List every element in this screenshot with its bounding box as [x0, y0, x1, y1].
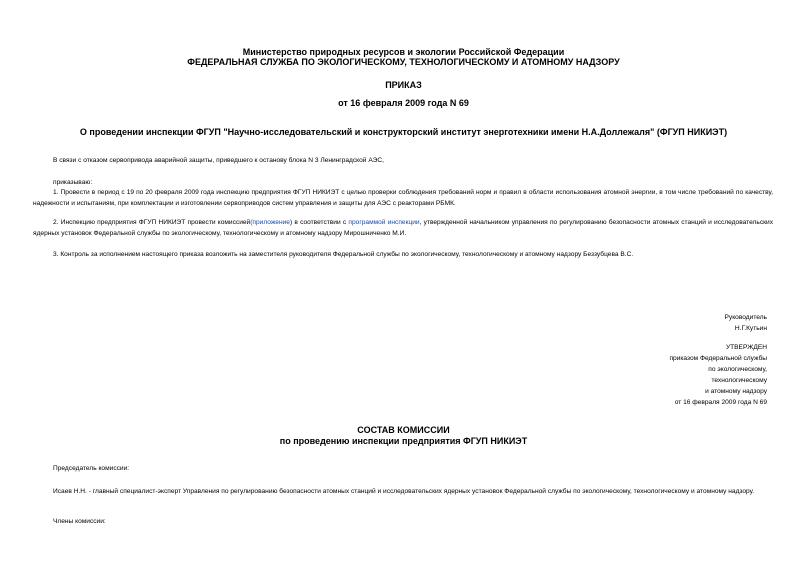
signature-title: Руководитель	[724, 314, 767, 321]
intro-paragraph: В связи с отказом сервопривода аварийной защиты, приведшего к останову блока N 3 Ленинградской АЭС,	[53, 157, 384, 164]
service-name: ФЕДЕРАЛЬНАЯ СЛУЖБА ПО ЭКОЛОГИЧЕСКОМУ, ТЕХНОЛОГИЧЕСКОМУ И АТОМНОМУ НАДЗОРУ	[187, 57, 620, 67]
commission-chair-text: Исаев Н.Н. - главный специалист-эксперт Управления по регулированию безопасности атомных станций и исследовательских ядерных установок Федеральной службы по экологическому, технологическому и атомному надзору.	[53, 488, 755, 495]
approval-line-6: от 16 февраля 2009 года N 69	[674, 399, 767, 406]
ministry-name: Министерство природных ресурсов и экологии Российской Федерации	[242, 47, 565, 57]
approval-line-5: и атомному надзору	[705, 388, 767, 395]
commission-members-label: Члены комиссии:	[53, 518, 106, 525]
order-item-2-text-a: 2. Инспекцию предприятия ФГУП НИКИЭТ провести комиссией	[53, 219, 251, 226]
signature-block	[725, 312, 767, 334]
inspection-program-link[interactable]: программой инспекции	[348, 219, 420, 226]
approval-line-4: технологическому	[711, 377, 767, 384]
appendix-link[interactable]: (приложение	[250, 219, 290, 226]
document-subject: О проведении инспекции ФГУП "Научно-исследовательский и конструкторский институт энерготехники имени Н.А.Доллежаля" (ФГУП НИКИЭТ)	[79, 127, 728, 137]
order-item-2-text-b: ) в соответствии с	[289, 219, 349, 226]
document-date: от 16 февраля 2009 года N 69	[338, 98, 469, 108]
commission-subtitle: по проведению инспекции предприятия ФГУП НИКИЭТ	[279, 436, 528, 446]
approval-line-3: по экологическому,	[708, 366, 767, 373]
approval-line-1: УТВЕРЖДЕН	[725, 344, 767, 351]
document-type: ПРИКАЗ	[385, 80, 422, 90]
signature-name: Н.Г.Кутьин	[734, 325, 767, 332]
approval-block	[669, 342, 767, 408]
order-item-3: 3. Контроль за исполнением настоящего приказа возложить на заместителя руководителя Федеральной службы по экологическому, технологическому и атомному надзору Беззубцева В.С.	[53, 251, 634, 258]
approval-line-2: приказом Федеральной службы	[669, 355, 767, 362]
order-item-1: 1. Провести в период с 19 по 20 февраля 2009 года инспекцию предприятия ФГУП НИКИЭТ с целью проверки соблюдения требований норм и правил в области использования атомной энергии, в том числе требований по качеству, надежности и испытаниям, при комплектации и изготовлении сервоприводов систем управления и защиты для АЭС с реакторами РБМК.	[33, 189, 773, 207]
commission-chair-label: Председатель комиссии:	[53, 465, 130, 472]
order-word: приказываю:	[53, 179, 93, 186]
commission-title: СОСТАВ КОМИССИИ	[357, 425, 450, 435]
order-item-2	[33, 217, 773, 239]
order-item-2-text-c: , утвержденной начальником управления по регулированию безопасности атомных станций и исследовательских ядерных установок Федеральной службы по экологическому, технологическому и атомному надзору Мирошниченко М.И.	[33, 219, 773, 237]
